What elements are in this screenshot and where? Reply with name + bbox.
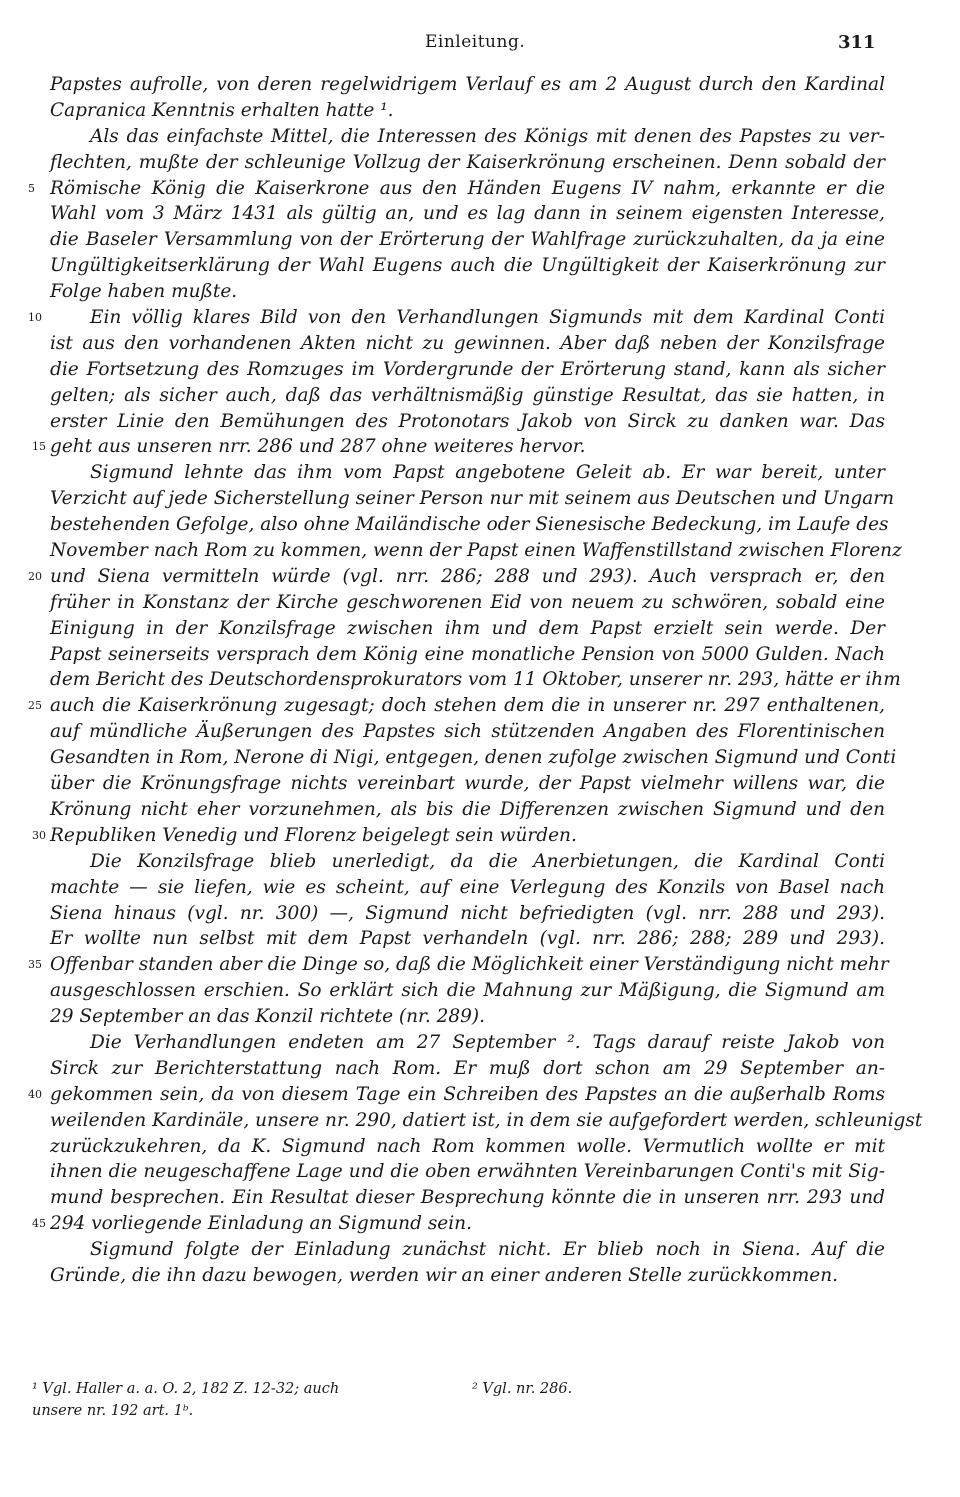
line-number: 10 <box>28 311 42 325</box>
text-line <box>50 1030 885 1056</box>
text-line <box>32 434 885 460</box>
text-line <box>50 875 885 901</box>
text-line <box>50 486 895 512</box>
text-line <box>50 1108 923 1134</box>
text-line <box>50 642 885 668</box>
text-line <box>50 1159 885 1185</box>
text-line <box>50 1134 885 1160</box>
line-text: und Siena vermitteln würde (vgl. nrr. 286; 288 und 293). Auch versprach er, den <box>50 565 885 587</box>
footnote-1-continuation: unsere nr. 192 art. 1ᵇ. <box>32 1403 194 1419</box>
text-line <box>50 253 885 279</box>
text-line <box>28 952 889 978</box>
text-line <box>50 460 885 486</box>
line-text: dem Bericht des Deutschordensprokurators vom 11 Oktober, unserer nr. 293, hätte er ihm <box>50 669 901 691</box>
text-line <box>50 201 885 227</box>
line-text: machte — sie liefen, wie es scheint, auf eine Verlegung des Konzils von Basel nach <box>50 876 885 898</box>
line-text: gekommen sein, da von diesem Tage ein Schreiben des Papstes an die außerhalb Roms <box>50 1083 885 1105</box>
line-text: mund besprechen. Ein Resultat dieser Besprechung könnte die in unseren nrr. 293 und <box>50 1187 885 1209</box>
line-number: 5 <box>28 181 35 195</box>
line-text: Als das einfachste Mittel, die Interessen des Königs mit denen des Papstes zu ver- <box>90 125 885 147</box>
text-line <box>50 590 885 616</box>
line-number: 20 <box>28 569 42 583</box>
body-text <box>28 72 923 1289</box>
line-text: auch die Kaiserkrönung zugesagt; doch stehen dem die in unserer nr. 297 enthaltenen, <box>50 695 885 717</box>
line-text: früher in Konstanz der Kirche geschworenen Eid von neuem zu schwören, sobald eine <box>50 591 885 613</box>
line-text: erster Linie den Bemühungen des Protonotars Jakob von Sirck zu danken war. Das <box>50 410 885 432</box>
line-text: Offenbar standen aber die Dinge so, daß die Möglichkeit einer Verständigung nicht mehr <box>50 954 889 976</box>
text-line <box>50 98 885 124</box>
line-text: Gesandten in Rom, Nerone di Nigi, entgegen, denen zufolge zwischen Sigmund und Conti <box>50 747 897 769</box>
line-text: die Fortsetzung des Romzuges im Vordergrunde der Erörterung stand, kann als sicher <box>50 358 885 380</box>
text-line <box>28 305 885 331</box>
line-text: ist aus den vorhandenen Akten nicht zu gewinnen. Aber daß neben der Konzilsfrage <box>50 332 885 354</box>
line-text: Die Verhandlungen endeten am 27 September ². Tags darauf reiste Jakob von <box>90 1031 885 1053</box>
line-text: 294 vorliegende Einladung an Sigmund sein. <box>50 1213 472 1235</box>
line-text: Sigmund lehnte das ihm vom Papst angebotene Geleit ab. Er war bereit, unter <box>90 462 885 484</box>
text-line <box>50 72 885 98</box>
line-text: über die Krönungsfrage nichts vereinbart wurde, der Papst vielmehr willens war, die <box>50 773 885 795</box>
line-number: 30 <box>32 828 46 842</box>
line-text: Verzicht auf jede Sicherstellung seiner Person nur mit seinem aus Deutschen und Ungarn <box>50 488 895 510</box>
line-text: Einigung in der Konzilsfrage zwischen ihm und dem Papst erzielt sein werde. Der <box>50 617 885 639</box>
text-line <box>50 279 885 305</box>
text-line <box>50 227 885 253</box>
line-text: weilenden Kardinäle, unsere nr. 290, datiert ist, in dem sie aufgefordert werden, schleunigst <box>50 1109 923 1131</box>
line-number: 45 <box>32 1217 46 1231</box>
text-line <box>28 1082 885 1108</box>
page-header <box>0 32 960 56</box>
text-line <box>50 926 885 952</box>
line-text: Gründe, die ihn dazu bewogen, werden wir an einer anderen Stelle zurückkommen. <box>50 1264 839 1286</box>
line-number: 25 <box>28 699 42 713</box>
line-text: Folge haben mußte. <box>50 281 238 303</box>
line-text: Ungültigkeitserklärung der Wahl Eugens auch die Ungültigkeit der Kaiserkrönung zur <box>50 255 885 277</box>
text-line <box>50 849 885 875</box>
footnotes <box>32 1378 872 1419</box>
text-line <box>32 823 885 849</box>
line-text: die Baseler Versammlung von der Erörterung der Wahlfrage zurückzuhalten, da ja eine <box>50 229 885 251</box>
text-line <box>50 745 897 771</box>
text-line <box>50 667 901 693</box>
line-text: Sigmund folgte der Einladung zunächst nicht. Er blieb noch in Siena. Auf die <box>90 1239 885 1261</box>
text-line <box>50 1237 885 1263</box>
line-text: Sirck zur Berichterstattung nach Rom. Er muß dort schon am 29 September an- <box>50 1057 885 1079</box>
text-line <box>50 1004 885 1030</box>
line-text: ausgeschlossen erschien. So erklärt sich die Mahnung zur Mäßigung, die Sigmund am <box>50 980 885 1002</box>
line-text: auf mündliche Äußerungen des Papstes sich stützenden Angaben des Florentinischen <box>50 721 885 743</box>
line-text: gelten; als sicher auch, daß das verhältnismäßig günstige Resultat, das sie hatten, in <box>50 384 885 406</box>
text-line <box>50 901 885 927</box>
text-line <box>32 1211 885 1237</box>
line-text: bestehenden Gefolge, also ohne Mailändische oder Sienesische Bedeckung, im Laufe des <box>50 514 889 536</box>
text-line <box>28 564 885 590</box>
line-text: Römische König die Kaiserkrone aus den Händen Eugens IV nahm, erkannte er die <box>50 177 885 199</box>
line-text: Er wollte nun selbst mit dem Papst verhandeln (vgl. nrr. 286; 288; 289 und 293). <box>50 928 885 950</box>
line-text: Siena hinaus (vgl. nr. 300) —, Sigmund nicht befriedigten (vgl. nrr. 288 und 293). <box>50 902 885 924</box>
line-text: Ein völlig klares Bild von den Verhandlungen Sigmunds mit dem Kardinal Conti <box>90 307 885 329</box>
text-line <box>50 719 885 745</box>
text-line <box>50 331 885 357</box>
text-line <box>50 1185 885 1211</box>
text-line <box>50 124 885 150</box>
text-line <box>28 176 885 202</box>
line-text: Papstes aufrolle, von deren regelwidrigem Verlauf es am 2 August durch den Kardinal <box>50 74 885 95</box>
text-line <box>50 512 889 538</box>
line-text: zurückzukehren, da K. Sigmund nach Rom kommen wolle. Vermutlich wollte er mit <box>50 1135 885 1157</box>
line-text: 29 September an das Konzil richtete (nr. 289). <box>50 1006 486 1028</box>
text-line <box>50 616 885 642</box>
text-line <box>50 409 885 435</box>
line-text: Die Konzilsfrage blieb unerledigt, da die Anerbietungen, die Kardinal Conti <box>90 850 885 872</box>
line-text: flechten, mußte der schleunige Vollzug der Kaiserkrönung erscheinen. Denn sobald der <box>50 151 885 173</box>
text-line <box>50 357 885 383</box>
line-text: Krönung nicht eher vorzunehmen, als bis die Differenzen zwischen Sigmund und den <box>50 798 885 820</box>
text-line <box>50 150 885 176</box>
text-line <box>28 693 885 719</box>
page-number: 311 <box>838 32 876 53</box>
footnote-1: ¹ Vgl. Haller a. a. O. 2, 182 Z. 12-32; auch <box>32 1381 340 1397</box>
text-line <box>50 771 885 797</box>
footnote-2: ² Vgl. nr. 286. <box>472 1381 573 1397</box>
line-text: Capranica Kenntnis erhalten hatte ¹. <box>50 99 394 121</box>
text-line <box>50 538 902 564</box>
line-text: Wahl vom 3 März 1431 als gültig an, und es lag dann in seinem eigensten Interesse, <box>50 203 885 225</box>
line-number: 15 <box>32 440 46 454</box>
text-line <box>50 978 885 1004</box>
line-text: Republiken Venedig und Florenz beigelegt sein würden. <box>50 824 577 846</box>
line-text: ihnen die neugeschaffene Lage und die oben erwähnten Vereinbarungen Conti's mit Sig- <box>50 1161 885 1183</box>
line-text: November nach Rom zu kommen, wenn der Papst einen Waffenstillstand zwischen Florenz <box>50 540 902 562</box>
text-line <box>50 1056 885 1082</box>
running-title: Einleitung. <box>425 32 526 52</box>
text-line <box>50 797 885 823</box>
line-text: Papst seinerseits versprach dem König eine monatliche Pension von 5000 Gulden. Nach <box>50 643 885 665</box>
text-line <box>50 1263 885 1289</box>
line-text: geht aus unseren nrr. 286 und 287 ohne weiteres hervor. <box>50 436 586 458</box>
line-number: 40 <box>28 1087 42 1101</box>
text-line <box>50 383 885 409</box>
line-number: 35 <box>28 958 42 972</box>
